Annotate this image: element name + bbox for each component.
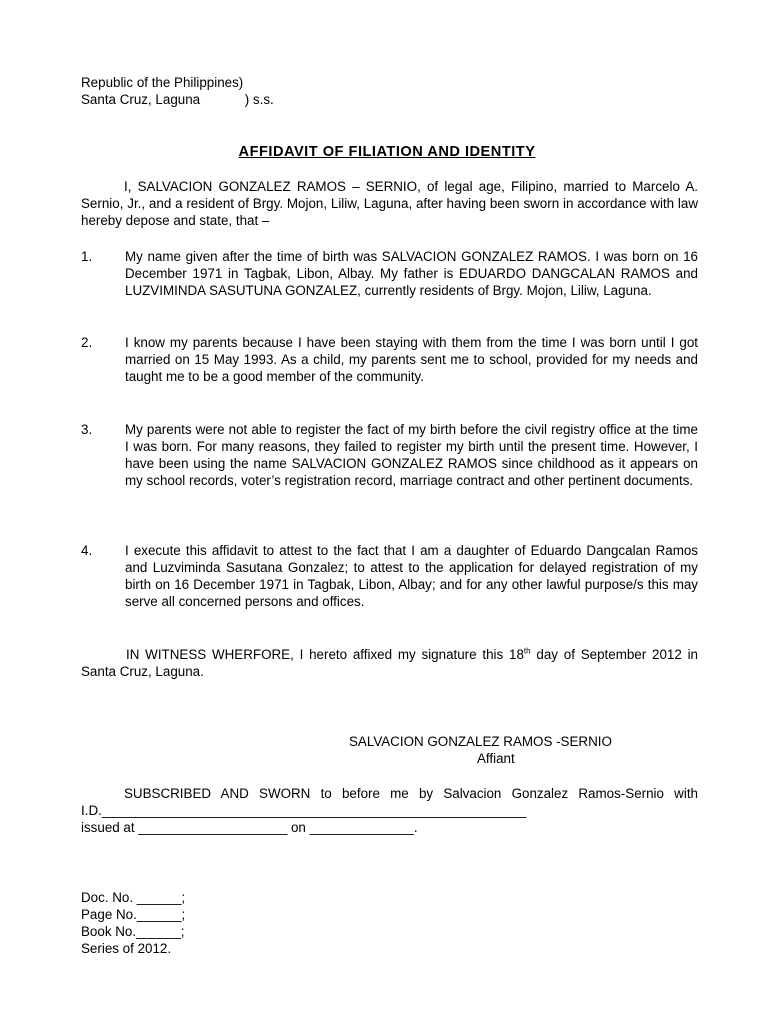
item-number: 3.	[81, 422, 93, 437]
item-text: My parents were not able to register the fact of my birth before the civil registry office at the time I was born. For many reasons, they failed to register my birth until the present time. However, I have been using the name SALVACION GONZALEZ RAMOS since childhood as it appears on my school records, voter’s registration record, marriage contract and other pertinent documents.	[125, 422, 698, 488]
intro-paragraph: I, SALVACION GONZALEZ RAMOS – SERNIO, of legal age, Filipino, married to Marcelo A. Sernio, Jr., and a resident of Brgy. Mojon, Liliw, Laguna, after having been sworn in accordance with law hereby depose and state, that –	[81, 179, 698, 228]
item-number: 2.	[81, 335, 93, 350]
venue-country: Republic of the Philippines)	[81, 75, 244, 90]
affiant-label: Affiant	[477, 751, 515, 766]
numbered-item	[81, 248, 698, 299]
venue-block	[81, 74, 274, 108]
witness-paragraph	[81, 646, 698, 680]
item-text: I execute this affidavit to attest to the fact that I am a daughter of Eduardo Dangcalan Ramos and Luzviminda Sasutana Gonzalez; to attest to the application for delayed registration of my birth on 16 December 1971 in Tagbak, Libon, Albay; and for any other lawful purpose/s this may serve all concerned persons and offices.	[125, 543, 698, 609]
jurat-block	[81, 785, 698, 836]
book-number: Book No.______;	[81, 924, 185, 939]
jurat-issued-line: issued at ____________________ on ______________.	[81, 820, 418, 835]
witness-text-after: day of September 2012 in Santa Cruz, Laguna.	[81, 647, 698, 679]
venue-city: Santa Cruz, Laguna ) s.s.	[81, 92, 274, 107]
item-number: 1.	[81, 249, 93, 264]
witness-ordinal: th	[523, 646, 531, 656]
item-text: I know my parents because I have been staying with them from the time I was born until I got married on 15 May 1993. As a child, my parents sent me to school, provided for my needs and taught me to be a good member of the community.	[125, 335, 698, 384]
numbered-item	[81, 334, 698, 385]
document-title: AFFIDAVIT OF FILIATION AND IDENTITY	[238, 144, 536, 160]
doc-number: Doc. No. ______;	[81, 890, 186, 905]
page-number: Page No.______;	[81, 907, 186, 922]
jurat-statement: SUBSCRIBED AND SWORN to before me by Salvacion Gonzalez Ramos-Sernio with I.D._________________________________________________________	[81, 786, 698, 818]
series-year: Series of 2012.	[81, 941, 172, 956]
item-text: My name given after the time of birth was SALVACION GONZALEZ RAMOS. I was born on 16 December 1971 in Tagbak, Libon, Albay. My father is EDUARDO DANGCALAN RAMOS and LUZVIMINDA SASUTUNA GONZALEZ, currently residents of Brgy. Mojon, Liliw, Laguna.	[125, 249, 698, 298]
affiant-name: SALVACION GONZALEZ RAMOS -SERNIO	[349, 734, 612, 749]
item-number: 4.	[81, 543, 93, 558]
numbered-item	[81, 421, 698, 489]
notarial-register	[81, 889, 185, 957]
witness-text-before: IN WITNESS WHERFORE, I hereto affixed my signature this 18	[126, 647, 524, 662]
numbered-item	[81, 542, 698, 610]
